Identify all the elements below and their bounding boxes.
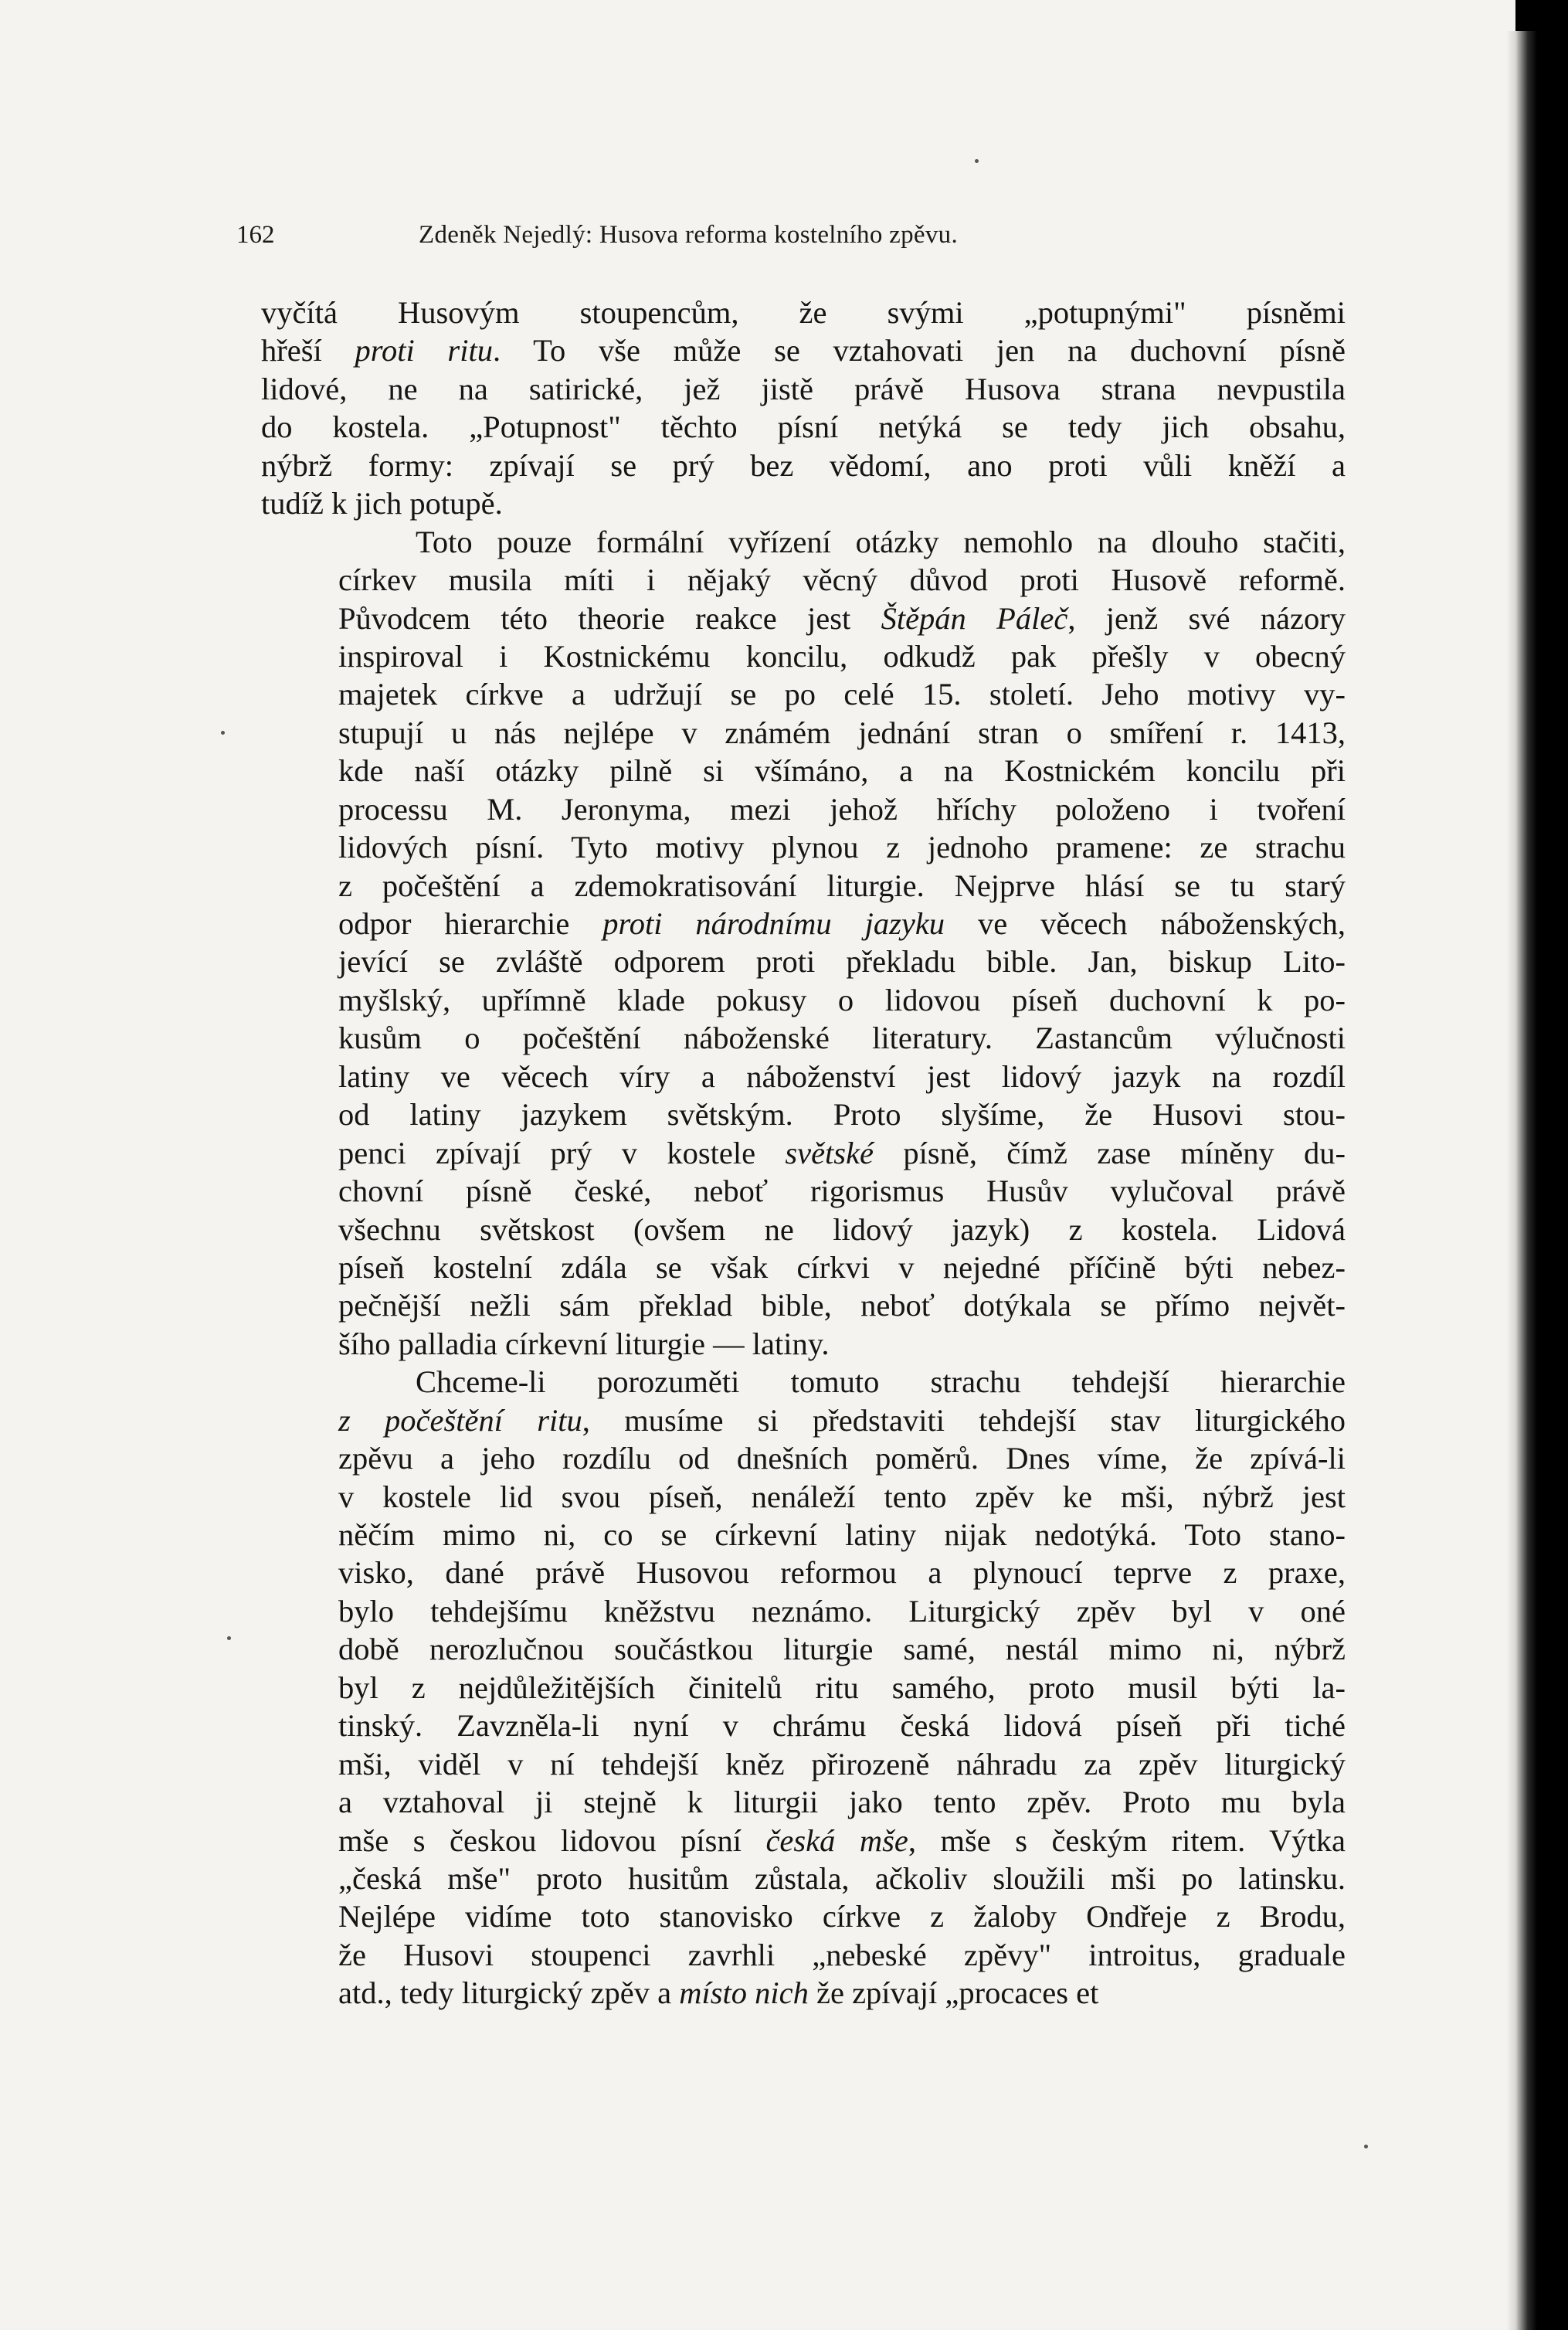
text-line: něčím mimo ni, co se církevní latiny nijak nedotýká. Toto stano- <box>338 1517 1346 1552</box>
text-line: z počeštění ritu, musíme si představiti tehdejší stav liturgického <box>338 1402 1346 1438</box>
text-line: odpor hierarchie proti národnímu jazyku ve věcech náboženských, <box>338 906 1346 941</box>
text-line: Toto pouze formální vyřízení otázky nemohlo na dlouho stačiti, <box>416 524 1346 559</box>
text-line: visko, dané právě Husovou reformou a plynoucí teprve z praxe, <box>338 1555 1346 1591</box>
text-line: stupují u nás nejlépe v známém jednání stran o smíření r. 1413, <box>338 715 1346 750</box>
page-edge-shadow <box>1506 31 1537 2330</box>
scan-speck <box>221 731 225 735</box>
text-line: tinský. Zavzněla-li nyní v chrámu česká lidová píseň při tiché <box>338 1708 1346 1744</box>
paragraph <box>261 523 1346 1364</box>
text-line: tudíž k jich potupě. <box>261 486 503 521</box>
text-line: od latiny jazykem světským. Proto slyšíme, že Husovi stou- <box>338 1097 1346 1133</box>
text-line: z počeštění a zdemokratisování liturgie. Nejprve hlásí se tu starý <box>338 868 1346 903</box>
text-line: vyčítá Husovým stoupencům, že svými „potupnými" písněmi <box>261 295 1346 330</box>
text-line: lidové, ne na satirické, jež jistě právě Husova strana nevpustila <box>261 371 1346 406</box>
text-line: byl z nejdůležitějších činitelů ritu samého, proto musil býti la- <box>338 1669 1346 1705</box>
body-text <box>261 294 1346 2012</box>
text-line: nýbrž formy: zpívají se prý bez vědomí, ano proti vůli kněží a <box>261 447 1346 483</box>
text-line: latiny ve věcech víry a náboženství jest lidový jazyk na rozdíl <box>338 1058 1346 1094</box>
text-line: mši, viděl v ní tehdejší kněz přirozeně náhradu za zpěv liturgický <box>338 1746 1346 1781</box>
running-title: Zdeněk Nejedlý: Husova reforma kostelního zpěvu. <box>419 221 959 249</box>
text-line: „česká mše" proto husitům zůstala, ačkoliv sloužili mši po latinsku. <box>338 1860 1346 1896</box>
text-line: šího palladia církevní liturgie — latiny. <box>338 1326 830 1361</box>
text-line: bylo tehdejšímu kněžstvu neznámo. Liturgický zpěv byl v oné <box>338 1593 1346 1629</box>
text-line: Původcem této theorie reakce jest Štěpán Páleč, jenž své názory <box>338 600 1346 636</box>
scan-speck <box>975 159 979 163</box>
text-line: a vztahoval ji stejně k liturgii jako tento zpěv. Proto mu byla <box>338 1785 1346 1820</box>
paragraph <box>261 1363 1346 2012</box>
text-line: majetek církve a udržují se po celé 15. století. Jeho motivy vy- <box>338 677 1346 712</box>
text-line: zpěvu a jeho rozdílu od dnešních poměrů. Dnes víme, že zpívá-li <box>338 1441 1346 1476</box>
text-line: chovní písně české, neboť rigorismus Husův vylučoval právě <box>338 1173 1346 1209</box>
page-number: 162 <box>236 221 275 249</box>
scan-speck <box>1364 2145 1368 2148</box>
text-line: době nerozlučnou součástkou liturgie samé, nestál mimo ni, nýbrž <box>338 1632 1346 1667</box>
text-line: Nejlépe vidíme toto stanovisko církve z žaloby Ondřeje z Brodu, <box>338 1899 1346 1934</box>
text-line: píseň kostelní zdála se však církvi v nejedné příčině býti nebez- <box>338 1249 1346 1285</box>
text-line: pečnější nežli sám překlad bible, neboť dotýkala se přímo největ- <box>338 1288 1346 1323</box>
text-line: všechnu světskost (ovšem ne lidový jazyk) z kostela. Lidová <box>338 1211 1346 1247</box>
paragraph <box>261 294 1346 523</box>
text-line: myšlský, upřímně klade pokusy o lidovou píseň duchovní k po- <box>338 982 1346 1017</box>
scan-speck <box>227 1636 231 1640</box>
text-line: že Husovi stoupenci zavrhli „nebeské zpěvy" introitus, graduale <box>338 1937 1346 1972</box>
text-line: kde naší otázky pilně si všímáno, a na Kostnickém koncilu při <box>338 753 1346 789</box>
text-line: mše s českou lidovou písní česká mše, mše s českým ritem. Výtka <box>338 1822 1346 1858</box>
text-line: v kostele lid svou píseň, nenáleží tento zpěv ke mši, nýbrž jest <box>338 1479 1346 1514</box>
text-line: processu M. Jeronyma, mezi jehož hříchy položeno i tvoření <box>338 791 1346 827</box>
text-line: Chceme-li porozuměti tomuto strachu tehdejší hierarchie <box>416 1364 1346 1400</box>
text-line: atd., tedy liturgický zpěv a místo nich že zpívají „procaces et <box>338 1975 1099 2011</box>
page-header <box>236 221 1341 260</box>
text-line: penci zpívají prý v kostele světské písně, čímž zase míněny du- <box>338 1135 1346 1170</box>
text-line: jevící se zvláště odporem proti překladu bible. Jan, biskup Lito- <box>338 944 1346 980</box>
text-line: inspiroval i Kostnickému koncilu, odkudž pak přešly v obecný <box>338 638 1346 674</box>
text-line: církev musila míti i nějaký věcný důvod proti Husově reformě. <box>338 562 1346 598</box>
text-line: lidových písní. Tyto motivy plynou z jednoho pramene: ze strachu <box>338 830 1346 865</box>
text-line: hřeší proti ritu. To vše může se vztahovati jen na duchovní písně <box>261 333 1346 369</box>
text-line: do kostela. „Potupnost" těchto písní netýká se tedy jich obsahu, <box>261 409 1346 445</box>
text-line: kusům o počeštění náboženské literatury. Zastancům výlučnosti <box>338 1021 1346 1056</box>
